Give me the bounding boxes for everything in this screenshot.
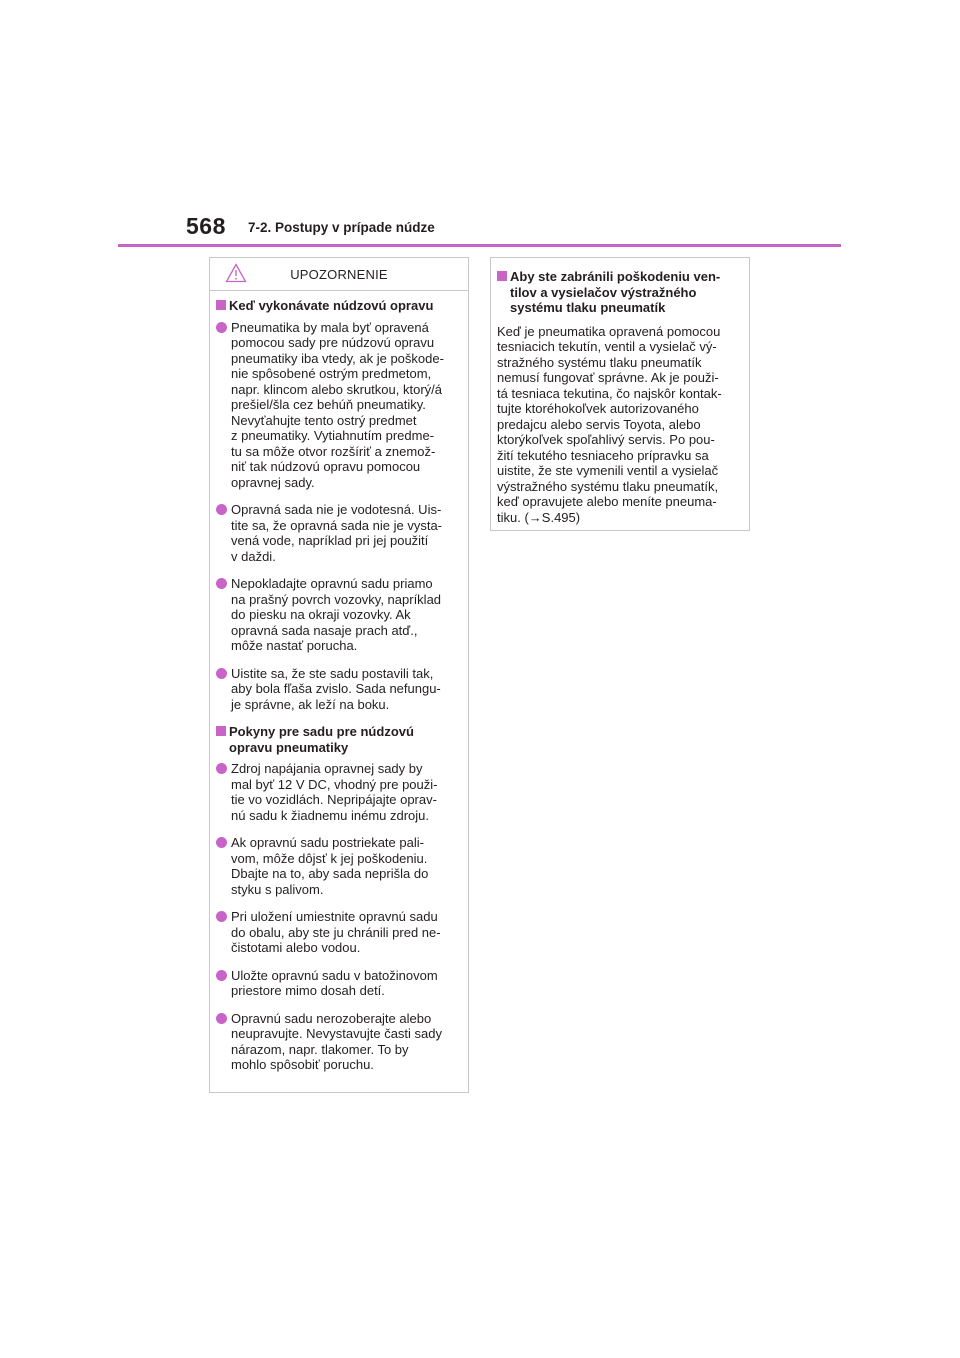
round-bullet-icon xyxy=(216,578,227,589)
list-item-text: Ak opravnú sadu postriekate pali- vom, môže dôjsť k jej poškodeniu. Dbajte na to, aby sada neprišla do styku s palivom. xyxy=(231,835,429,897)
info-paragraph: Keď je pneumatika opravená pomocou tesniacich tekutín, ventil a vysielač vý- stražného systému tlaku pneumatík nemusí fungovať správne. Ak je použi- tá tesniaca tekutina, čo najskôr kontak- tujte ktoréhokoľvek autorizovaného predajcu alebo servis Toyota, alebo ktorýkoľvek spoľahlivý servis. Po pou- žití tekutého tesniaceho prípravku sa uistite, že ste vymenili ventil a vysielač výstražného systému tlaku pneumatík, keď opravujete alebo meníte pneuma- tiku. (→S.495) xyxy=(497,323,722,525)
square-bullet-icon xyxy=(497,271,507,281)
round-bullet-icon xyxy=(216,322,227,333)
list-item xyxy=(216,968,462,999)
round-bullet-icon xyxy=(216,1013,227,1024)
section-heading xyxy=(216,724,462,755)
round-bullet-icon xyxy=(216,763,227,774)
list-item xyxy=(216,576,462,654)
round-bullet-icon xyxy=(216,668,227,679)
list-item-text: Zdroj napájania opravnej sady by mal byť 12 V DC, vhodný pre použi- tie vo vozidlách. Nepripájajte oprav- nú sadu k žiadnemu inému zdroju. xyxy=(231,761,438,823)
list-item xyxy=(216,761,462,823)
list-item-text: Uistite sa, že ste sadu postavili tak, aby bola fľaša zvislo. Sada nefungu- je správne, ak leží na boku. xyxy=(231,665,441,712)
heading-text: Keď vykonávate núdzovú opravu xyxy=(229,298,434,313)
page-number: 568 xyxy=(186,213,226,239)
list-item xyxy=(216,320,462,491)
warning-box xyxy=(209,257,469,1093)
heading-text: Pokyny pre sadu pre núdzovú opravu pneumatiky xyxy=(229,724,414,755)
square-bullet-icon xyxy=(216,300,226,310)
warning-content xyxy=(210,298,468,1073)
warning-title: UPOZORNENIE xyxy=(290,266,388,282)
round-bullet-icon xyxy=(216,504,227,515)
list-item-text: Uložte opravnú sadu v batožinovom priestore mimo dosah detí. xyxy=(231,967,438,998)
section-heading xyxy=(497,269,743,316)
square-bullet-icon xyxy=(216,726,226,736)
list-item xyxy=(216,835,462,897)
list-item xyxy=(216,1011,462,1073)
list-item-text: Opravná sada nie je vodotesná. Uis- tite sa, že opravná sada nie je vysta- vená vode, napríklad pri jej použití v daždi. xyxy=(231,502,443,564)
header-divider xyxy=(118,244,841,247)
warning-triangle-icon xyxy=(225,263,247,283)
list-item xyxy=(216,666,462,713)
info-content xyxy=(491,269,749,525)
list-item xyxy=(216,502,462,564)
info-box xyxy=(490,257,750,531)
list-item xyxy=(216,909,462,956)
list-item-text: Nepokladajte opravnú sadu priamo na prašný povrch vozovky, napríklad do piesku na okraji vozovky. Ak opravná sada nasaje prach atď., môže nastať porucha. xyxy=(231,576,442,653)
heading-text: Aby ste zabránili poškodeniu ven- tilov a vysielačov výstražného systému tlaku pneumatík xyxy=(510,269,721,315)
section-heading xyxy=(216,298,462,314)
list-item-text: Pri uložení umiestnite opravnú sadu do obalu, aby ste ju chránili pred ne- čistotami alebo vodou. xyxy=(231,909,441,955)
round-bullet-icon xyxy=(216,970,227,981)
warning-header xyxy=(210,258,468,291)
section-title: 7-2. Postupy v prípade núdze xyxy=(248,220,435,235)
round-bullet-icon xyxy=(216,911,227,922)
list-item-text: Pneumatika by mala byť opravená pomocou sady pre núdzovú opravu pneumatiky iba vtedy, ak je poškode- nie spôsobené ostrým predmetom, napr. klincom alebo skrutkou, ktorý/á prešiel/šla cez behúň pneumatiky. Nevyťahujte tento ostrý predmet z pneumatiky. Vytiahnutím predme- tu sa môže otvor rozšíriť a znemož- niť tak núdzovú opravu pomocou opravnej sady. xyxy=(231,319,444,490)
list-item-text: Opravnú sadu nerozoberajte alebo neupravujte. Nevystavujte časti sady nárazom, napr. tlakomer. To by mohlo spôsobiť poruchu. xyxy=(231,1010,442,1072)
round-bullet-icon xyxy=(216,837,227,848)
